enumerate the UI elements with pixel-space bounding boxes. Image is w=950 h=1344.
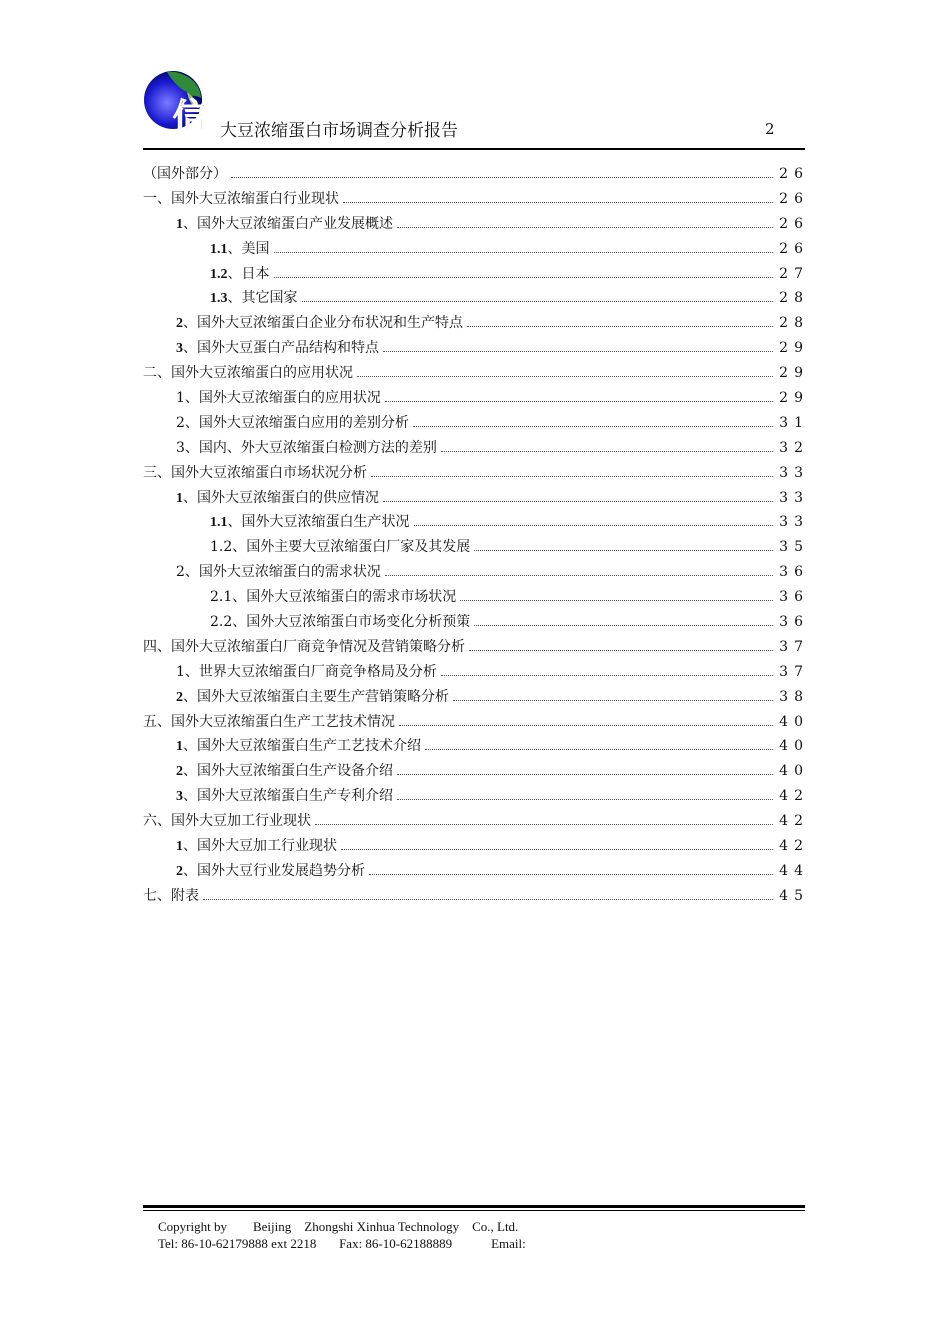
footer-copyright: Copyright by Beijing Zhongshi Xinhua Technology Co., Ltd. <box>158 1219 519 1234</box>
toc-entry[interactable] <box>143 686 809 711</box>
company-logo <box>143 68 207 137</box>
footer-contact: Tel: 86-10-62179888 ext 2218 Fax: 86-10-62188889 Email: <box>158 1236 526 1251</box>
footer <box>158 1218 526 1252</box>
toc-entry[interactable] <box>143 785 809 810</box>
toc-entry-number: 2 <box>176 316 183 332</box>
toc-entry-page: 42 <box>779 838 809 855</box>
toc-leader-dots <box>383 500 773 502</box>
toc-entry-title: 四、国外大豆浓缩蛋白厂商竞争情况及营销策略分析 <box>143 638 465 655</box>
toc-entry-title: 、国外大豆浓缩蛋白主要生产营销策略分析 <box>183 688 449 705</box>
toc-leader-dots <box>341 848 773 850</box>
toc-leader-dots <box>369 873 773 875</box>
toc-entry-number: 1.1 <box>210 515 228 531</box>
toc-entry-number: 1 <box>176 839 183 855</box>
toc-leader-dots <box>413 425 773 427</box>
toc-entry-title: 2、国外大豆浓缩蛋白应用的差别分析 <box>176 414 409 431</box>
toc-entry-title: （国外部分） <box>143 166 227 182</box>
toc-leader-dots <box>425 748 773 750</box>
toc-entry[interactable] <box>143 885 809 910</box>
toc-leader-dots <box>302 300 774 302</box>
toc-entry-page: 36 <box>779 564 809 581</box>
toc-leader-dots <box>385 574 773 576</box>
toc-entry-number: 2 <box>176 764 183 780</box>
toc-leader-dots <box>203 898 773 900</box>
toc-entry-page: 40 <box>779 738 809 755</box>
toc-entry[interactable] <box>143 362 809 387</box>
toc-entry-page: 42 <box>779 788 809 805</box>
toc-entry-title: 、国外大豆浓缩蛋白的供应情况 <box>183 489 379 506</box>
toc-entry[interactable] <box>143 536 809 561</box>
footer-divider-thin <box>143 1210 805 1211</box>
toc-leader-dots <box>397 798 773 800</box>
report-title: 大豆浓缩蛋白市场调查分析报告 <box>220 121 458 141</box>
toc-leader-dots <box>274 251 774 253</box>
toc-leader-dots <box>397 773 773 775</box>
toc-entry-title: 五、国外大豆浓缩蛋白生产工艺技术情况 <box>143 713 395 730</box>
toc-entry[interactable] <box>143 561 809 586</box>
toc-entry[interactable] <box>143 387 809 412</box>
logo-character: 信 <box>173 97 207 137</box>
toc-entry[interactable] <box>143 661 809 686</box>
toc-entry-title: 、其它国家 <box>227 290 298 307</box>
toc-entry-page: 38 <box>779 688 809 705</box>
toc-entry-number: 1.1 <box>210 241 228 257</box>
toc-entry-page: 33 <box>779 514 809 531</box>
toc-entry[interactable] <box>143 437 809 462</box>
toc-entry-page: 45 <box>779 887 809 904</box>
toc-entry-number: 1 <box>176 490 183 506</box>
toc-leader-dots <box>441 450 773 452</box>
toc-leader-dots <box>385 400 773 402</box>
toc-entry[interactable] <box>143 263 809 288</box>
toc-entry[interactable] <box>143 462 809 487</box>
toc-entry-number: 2 <box>176 689 183 705</box>
toc-entry-page: 29 <box>779 365 809 382</box>
toc-leader-dots <box>474 549 773 551</box>
toc-entry-title: 、国外大豆浓缩蛋白企业分布状况和生产特点 <box>183 315 463 332</box>
toc-leader-dots <box>371 475 773 477</box>
toc-leader-dots <box>453 699 773 701</box>
toc-entry-page: 40 <box>779 713 809 730</box>
toc-entry-number: 1.3 <box>210 291 228 307</box>
toc-entry-title: 三、国外大豆浓缩蛋白市场状况分析 <box>143 464 367 481</box>
toc-entry[interactable] <box>143 735 809 760</box>
toc-leader-dots <box>383 350 773 352</box>
toc-entry[interactable] <box>143 312 809 337</box>
toc-entry-number: 1 <box>176 216 183 232</box>
toc-entry-title: 、国外大豆行业发展趋势分析 <box>183 862 365 879</box>
toc-entry-page: 35 <box>779 539 809 556</box>
toc-entry-page: 27 <box>779 265 809 282</box>
toc-entry-page: 26 <box>779 190 809 207</box>
toc-entry-number: 1.2 <box>210 266 228 282</box>
toc-entry-page: 28 <box>779 290 809 307</box>
toc-entry-title: 、国外大豆加工行业现状 <box>183 838 337 855</box>
toc-entry-title: 二、国外大豆浓缩蛋白的应用状况 <box>143 365 353 382</box>
toc-entry-title: 3、国内、外大豆浓缩蛋白检测方法的差别 <box>176 439 437 456</box>
toc-leader-dots <box>274 276 774 278</box>
toc-entry-page: 36 <box>779 614 809 631</box>
toc-entry[interactable] <box>143 810 809 835</box>
toc-entry[interactable] <box>143 835 809 860</box>
toc-entry-page: 36 <box>779 589 809 606</box>
toc-leader-dots <box>460 599 773 601</box>
toc-entry-title: 2、国外大豆浓缩蛋白的需求状况 <box>176 564 381 581</box>
toc-entry-page: 28 <box>779 315 809 332</box>
toc-entry[interactable] <box>143 238 809 263</box>
toc-leader-dots <box>474 624 773 626</box>
toc-entry-page: 26 <box>779 166 809 182</box>
toc-entry[interactable] <box>143 487 809 512</box>
toc-entry-page: 42 <box>779 813 809 830</box>
toc-entry-title: 、国外大豆浓缩蛋白生产设备介绍 <box>183 763 393 780</box>
toc-entry-page: 31 <box>779 414 809 431</box>
toc-entry[interactable] <box>143 511 809 536</box>
toc-entry[interactable] <box>143 213 809 238</box>
toc-entry-title: 1、国外大豆浓缩蛋白的应用状况 <box>176 390 381 407</box>
toc-entry[interactable] <box>143 636 809 661</box>
toc-leader-dots <box>231 176 773 178</box>
footer-divider-thick <box>143 1205 805 1208</box>
toc-leader-dots <box>399 724 773 726</box>
toc-entry[interactable] <box>143 586 809 611</box>
toc-entry-title: 2.2、国外大豆浓缩蛋白市场变化分析预策 <box>210 614 471 631</box>
toc-entry[interactable] <box>143 163 809 188</box>
toc-entry-page: 37 <box>779 638 809 655</box>
toc-entry[interactable] <box>143 860 809 885</box>
toc-entry-title: 1、世界大豆浓缩蛋白厂商竞争格局及分析 <box>176 663 437 680</box>
toc-leader-dots <box>315 823 773 825</box>
toc-entry-page: 33 <box>779 464 809 481</box>
toc-entry-title: 、国外大豆浓缩蛋白生产专利介绍 <box>183 788 393 805</box>
page-number: 2 <box>765 120 775 138</box>
toc-entry-title: 1.2、国外主要大豆浓缩蛋白厂家及其发展 <box>210 539 471 556</box>
toc-leader-dots <box>414 524 774 526</box>
toc-entry-title: 、国外大豆浓缩蛋白生产工艺技术介绍 <box>183 738 421 755</box>
toc-leader-dots <box>469 649 773 651</box>
toc-leader-dots <box>441 674 773 676</box>
toc-entry-page: 33 <box>779 489 809 506</box>
toc-entry-title: 、日本 <box>227 265 270 282</box>
toc-entry-page: 29 <box>779 340 809 357</box>
toc-entry-page: 40 <box>779 763 809 780</box>
toc-entry-title: 2.1、国外大豆浓缩蛋白的需求市场状况 <box>210 589 457 606</box>
toc-entry-title: 、美国 <box>227 240 270 257</box>
toc-leader-dots <box>343 201 773 203</box>
toc-entry-title: 一、国外大豆浓缩蛋白行业现状 <box>143 190 339 207</box>
toc-entry-title: 六、国外大豆加工行业现状 <box>143 813 311 830</box>
toc-entry[interactable] <box>143 287 809 312</box>
toc-entry[interactable] <box>143 337 809 362</box>
toc-entry-page: 32 <box>779 439 809 456</box>
toc-entry[interactable] <box>143 611 809 636</box>
toc-entry-page: 44 <box>779 862 809 879</box>
toc-entry[interactable] <box>143 188 809 213</box>
toc-entry[interactable] <box>143 412 809 437</box>
toc-entry-number: 3 <box>176 341 183 357</box>
toc-leader-dots <box>467 325 773 327</box>
toc-entry-title: 、国外大豆浓缩蛋白生产状况 <box>227 514 410 531</box>
toc-leader-dots <box>357 375 773 377</box>
toc-entry-page: 26 <box>779 215 809 232</box>
toc-entry[interactable] <box>143 711 809 736</box>
toc-entry-page: 37 <box>779 663 809 680</box>
toc-entry-title: 、国外大豆蛋白产品结构和特点 <box>183 340 379 357</box>
toc-entry-number: 3 <box>176 789 183 805</box>
header-divider <box>143 148 805 150</box>
table-of-contents <box>143 163 809 910</box>
toc-leader-dots <box>397 226 773 228</box>
toc-entry-page: 29 <box>779 390 809 407</box>
toc-entry[interactable] <box>143 760 809 785</box>
toc-entry-number: 1 <box>176 739 183 755</box>
toc-entry-title: 七、附表 <box>143 887 199 904</box>
toc-entry-title: 、国外大豆浓缩蛋白产业发展概述 <box>183 215 393 232</box>
toc-entry-page: 26 <box>779 240 809 257</box>
toc-entry-number: 2 <box>176 863 183 879</box>
